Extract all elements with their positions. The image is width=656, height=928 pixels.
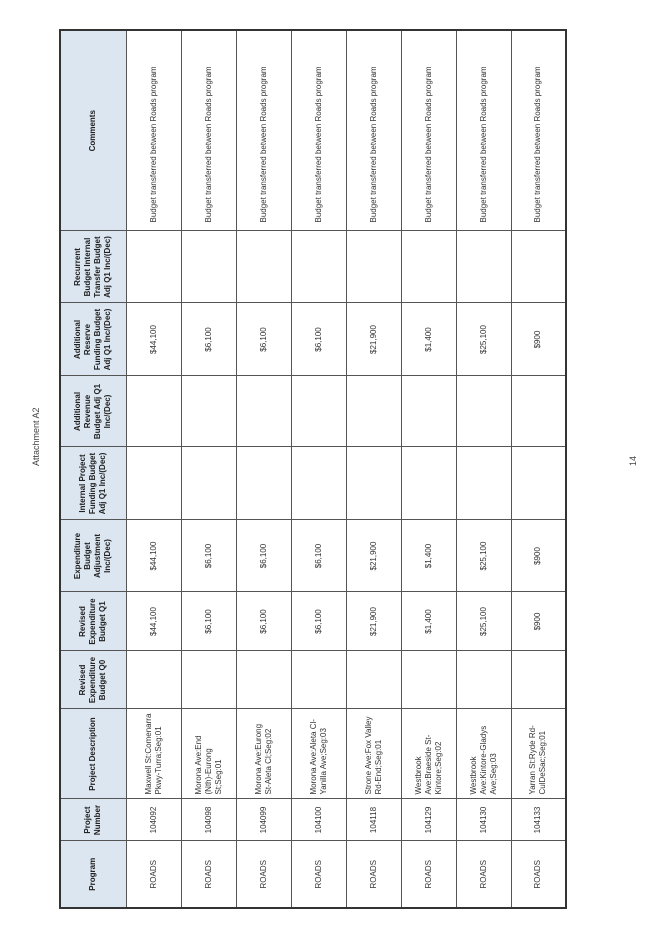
- cell-recurrent-internal-transfer: [401, 231, 456, 303]
- cell-project-number: 104100: [291, 799, 346, 841]
- cell-internal-project-funding: [291, 447, 346, 520]
- cell-revised-budget-q1: $1,400: [401, 592, 456, 651]
- cell-additional-revenue: [291, 376, 346, 447]
- cell-project-description: Morona Ave:Eurong St-Aleta Cl;Seg:02: [236, 709, 291, 799]
- cell-comment: Budget transferred between Roads program: [126, 30, 181, 231]
- cell-recurrent-internal-transfer: [456, 231, 511, 303]
- cell-expenditure-adjustment: $44,100: [126, 520, 181, 592]
- header-program: Program: [60, 841, 126, 908]
- cell-revised-budget-q0: [346, 651, 401, 709]
- cell-program: ROADS: [181, 841, 236, 908]
- cell-additional-reserve-funding: $6,100: [181, 303, 236, 376]
- cell-recurrent-internal-transfer: [181, 231, 236, 303]
- cell-revised-budget-q0: [181, 651, 236, 709]
- cell-additional-reserve-funding: $6,100: [236, 303, 291, 376]
- header-additional-revenue: Additional Revenue Budget Adj Q1 Inc/(Dec): [60, 376, 126, 447]
- cell-internal-project-funding: [126, 447, 181, 520]
- table-row: [456, 30, 511, 908]
- cell-additional-revenue: [346, 376, 401, 447]
- cell-additional-revenue: [456, 376, 511, 447]
- cell-additional-reserve-funding: $25,100: [456, 303, 511, 376]
- rotated-table-container: [59, 31, 567, 909]
- header-revised-budget-q1: Revised Expenditure Budget Q1: [60, 592, 126, 651]
- cell-recurrent-internal-transfer: [346, 231, 401, 303]
- cell-program: ROADS: [236, 841, 291, 908]
- cell-additional-reserve-funding: $900: [511, 303, 566, 376]
- table-row: [346, 30, 401, 908]
- cell-project-number: 104099: [236, 799, 291, 841]
- header-additional-reserve-funding: Additional Reserve Funding Budget Adj Q1 Inc/(Dec): [60, 303, 126, 376]
- cell-revised-budget-q1: $6,100: [181, 592, 236, 651]
- cell-additional-reserve-funding: $1,400: [401, 303, 456, 376]
- cell-project-description: Westbrook Ave:Kintore-Gladys Ave;Seg:03: [456, 709, 511, 799]
- cell-project-number: 104092: [126, 799, 181, 841]
- cell-comment: Budget transferred between Roads program: [401, 30, 456, 231]
- cell-comment: Budget transferred between Roads program: [291, 30, 346, 231]
- table-body: [126, 30, 566, 908]
- cell-revised-budget-q1: $900: [511, 592, 566, 651]
- table-row: [236, 30, 291, 908]
- cell-project-number: 104133: [511, 799, 566, 841]
- cell-revised-budget-q0: [401, 651, 456, 709]
- header-project-description: Project Description: [60, 709, 126, 799]
- cell-additional-reserve-funding: $6,100: [291, 303, 346, 376]
- header-project-number: Project Number: [60, 799, 126, 841]
- cell-internal-project-funding: [236, 447, 291, 520]
- table-row: [126, 30, 181, 908]
- cell-program: ROADS: [401, 841, 456, 908]
- cell-expenditure-adjustment: $6,100: [236, 520, 291, 592]
- cell-expenditure-adjustment: $6,100: [291, 520, 346, 592]
- cell-additional-revenue: [236, 376, 291, 447]
- cell-internal-project-funding: [401, 447, 456, 520]
- cell-additional-revenue: [126, 376, 181, 447]
- budget-adjustment-table: [59, 29, 567, 909]
- table-row: [511, 30, 566, 908]
- cell-comment: Budget transferred between Roads program: [456, 30, 511, 231]
- header-revised-budget-q0: Revised Expenditure Budget Q0: [60, 651, 126, 709]
- cell-revised-budget-q1: $25,100: [456, 592, 511, 651]
- table-row: [291, 30, 346, 908]
- cell-program: ROADS: [511, 841, 566, 908]
- header-comments: Comments: [60, 30, 126, 231]
- cell-revised-budget-q1: $44,100: [126, 592, 181, 651]
- cell-program: ROADS: [126, 841, 181, 908]
- cell-revised-budget-q0: [511, 651, 566, 709]
- cell-revised-budget-q1: $6,100: [236, 592, 291, 651]
- cell-comment: Budget transferred between Roads program: [236, 30, 291, 231]
- header-row: [60, 30, 126, 908]
- attachment-label: Attachment A2: [31, 407, 41, 466]
- table-row: [401, 30, 456, 908]
- cell-additional-revenue: [511, 376, 566, 447]
- cell-recurrent-internal-transfer: [236, 231, 291, 303]
- cell-internal-project-funding: [511, 447, 566, 520]
- cell-recurrent-internal-transfer: [126, 231, 181, 303]
- cell-expenditure-adjustment: $25,100: [456, 520, 511, 592]
- cell-program: ROADS: [346, 841, 401, 908]
- cell-project-description: Yarran St:Ryde Rd-CulDeSac;Seg:01: [511, 709, 566, 799]
- cell-revised-budget-q1: $21,900: [346, 592, 401, 651]
- cell-revised-budget-q0: [126, 651, 181, 709]
- cell-project-number: 104130: [456, 799, 511, 841]
- header-expenditure-adjustment: Expenditure Budget Adjustment Inc/(Dec): [60, 520, 126, 592]
- cell-revised-budget-q0: [291, 651, 346, 709]
- cell-program: ROADS: [456, 841, 511, 908]
- cell-expenditure-adjustment: $21,900: [346, 520, 401, 592]
- cell-project-description: Morona Ave:Aleta Cl-Yanilla Ave;Seg:03: [291, 709, 346, 799]
- cell-project-number: 104129: [401, 799, 456, 841]
- cell-internal-project-funding: [181, 447, 236, 520]
- cell-project-description: Strone Ave:Fox Valley Rd-End;Seg:01: [346, 709, 401, 799]
- cell-project-description: Westbrook Ave:Braeside St-Kintore;Seg:02: [401, 709, 456, 799]
- cell-revised-budget-q1: $6,100: [291, 592, 346, 651]
- cell-additional-revenue: [401, 376, 456, 447]
- cell-expenditure-adjustment: $1,400: [401, 520, 456, 592]
- cell-project-number: 104098: [181, 799, 236, 841]
- cell-comment: Budget transferred between Roads program: [511, 30, 566, 231]
- cell-additional-reserve-funding: $21,900: [346, 303, 401, 376]
- cell-additional-revenue: [181, 376, 236, 447]
- cell-comment: Budget transferred between Roads program: [346, 30, 401, 231]
- cell-program: ROADS: [291, 841, 346, 908]
- cell-revised-budget-q0: [456, 651, 511, 709]
- cell-recurrent-internal-transfer: [511, 231, 566, 303]
- header-recurrent-internal-transfer: Recurrent Budget Internal Transfer Budget Adj Q1 Inc/(Dec): [60, 231, 126, 303]
- cell-project-number: 104118: [346, 799, 401, 841]
- cell-revised-budget-q0: [236, 651, 291, 709]
- cell-expenditure-adjustment: $900: [511, 520, 566, 592]
- cell-internal-project-funding: [346, 447, 401, 520]
- page-number: 14: [628, 455, 638, 466]
- cell-internal-project-funding: [456, 447, 511, 520]
- header-internal-project-funding: Internal Project Funding Budget Adj Q1 Inc/(Dec): [60, 447, 126, 520]
- cell-recurrent-internal-transfer: [291, 231, 346, 303]
- cell-additional-reserve-funding: $44,100: [126, 303, 181, 376]
- table-row: [181, 30, 236, 908]
- cell-project-description: Maxwell St:Comenarra Pkwy-Turra;Seg:01: [126, 709, 181, 799]
- cell-expenditure-adjustment: $6,100: [181, 520, 236, 592]
- cell-project-description: Morona Ave:End (Nth)-Eurong St;Seg:01: [181, 709, 236, 799]
- cell-comment: Budget transferred between Roads program: [181, 30, 236, 231]
